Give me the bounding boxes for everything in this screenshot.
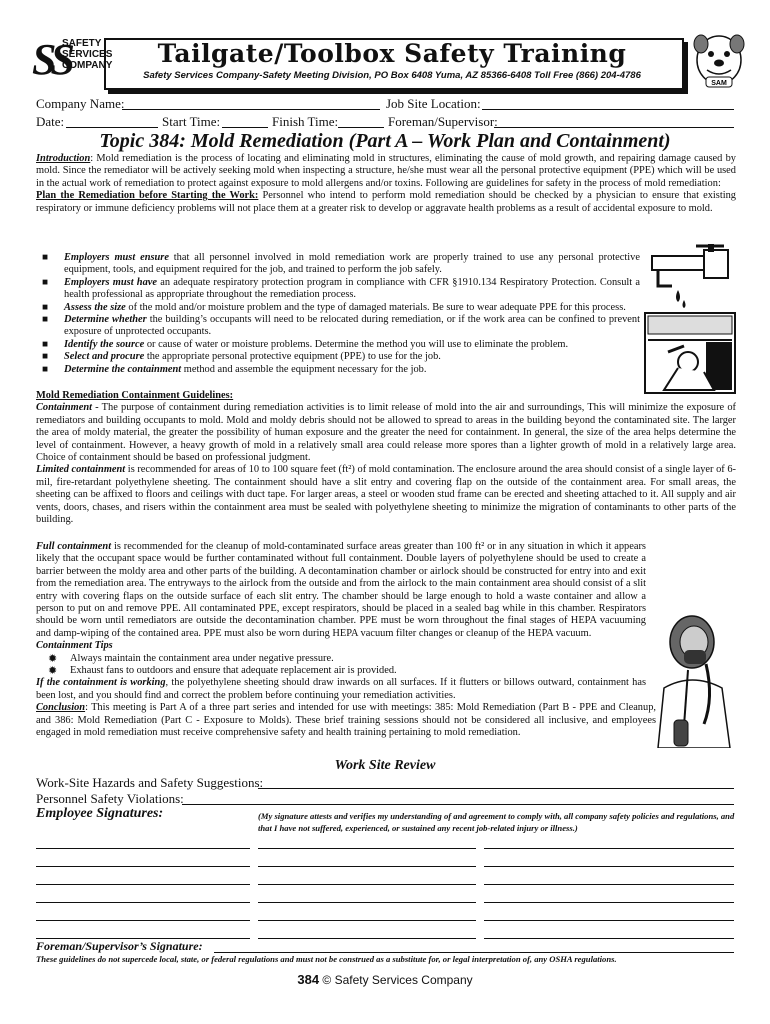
foreman-signature-field[interactable] — [214, 952, 734, 953]
list-item — [36, 364, 640, 376]
foreman-label: Foreman/Supervisor: — [388, 114, 498, 129]
employee-signatures-heading: Employee Signatures: — [36, 806, 164, 821]
bullet-lead: Determine whether — [64, 314, 147, 326]
full-containment-section — [36, 541, 656, 740]
list-item — [36, 277, 640, 302]
violations-label: Personnel Safety Violations: — [36, 791, 184, 806]
signature-line[interactable] — [36, 920, 250, 921]
hazards-label: Work-Site Hazards and Safety Suggestions: — [36, 775, 264, 790]
violations-field[interactable] — [182, 804, 734, 805]
limited-label: Limited containment — [36, 464, 126, 476]
full-text: is recommended for the cleanup of mold-contaminated surface areas greater than 100 ft² or in any situation in which it appears likely that the occupant space would be further contaminated without full containment. Double layers of polyethylene should be used to create a barrier between the moldy area and other parts of the building. A decontamination chamber or airlock should be constructed for entry into and exit from the remediation area. The entryways to the airlock from the outside and from the airlock to the main containment area should consist of a slit entry with covering flaps on the outside surface of each slit entry. The chamber should be large enough to hold a waste container and allow a person to put on and remove PPE. All contaminated PPE, except respirators, should be placed in a sealed bag while in this chamber. Respirators should be worn until remediators are outside the decontamination chamber. PPE must be worn throughout the final stages of HEPA vacuuming and damp-wiping of the contained area. PPE must also be worn during HEPA vacuum filter changes or cleanup of the HEPA vacuum. — [36, 541, 646, 639]
logo-letters: SS — [32, 35, 69, 84]
guidelines-heading: Mold Remediation Containment Guidelines: — [36, 390, 234, 401]
signature-line[interactable] — [484, 884, 734, 885]
bullet-lead: Determine the containment — [64, 363, 182, 375]
containment-label: Containment - — [36, 402, 99, 414]
containment-text: The purpose of containment during remediation activities is to limit release of mold into the air and surroundings, This will minimize the exposure of remediators and building occupants to mold. Mold and moldy debris should not be allowed to spread to areas in the building beyond the contaminated site. The larger the area of moldy material, the greater the possibility of human exposure and the greater the need for containment. In general, the size of the area helps determine the level of containment. However, a heavy growth of mold in a relatively small area could release more spores than a lighter growth of mold in a relatively large area. Choice of containment should be based on professional judgment. — [36, 402, 736, 464]
list-item: ✹ Always maintain the containment area under negative pressure. — [36, 653, 646, 665]
signature-line[interactable] — [258, 848, 476, 849]
disclaimer: These guidelines do not supercede local, state, or federal regulations and must not be construed as a substitute for, or legal interpretation of, any OSHA regulations. — [36, 954, 617, 964]
foreman-signature-label: Foreman/Supervisor’s Signature: — [36, 939, 203, 953]
plan-bullets — [36, 252, 640, 376]
bullet-text: the appropriate personal protective equipment (PPE) to use for the job. — [144, 351, 441, 363]
conclusion-label: Conclusion — [36, 702, 86, 714]
bullet-text: that all personnel involved in mold remediation work are properly trained to use any personal protective equipment, tools, and equipment required for the job, and trained to perform the job safely. — [64, 252, 640, 276]
bullet-lead: Identify the source — [64, 338, 145, 350]
faucet-icon — [648, 242, 734, 310]
intro-section — [36, 153, 736, 215]
plan-text: Personnel who intend to perform mold remediation should be checked by a physician to ensure that existing respiratory or immune deficiency problems will not place them at a greater risk to develop or aggravate health problems as a result of accidental exposure to mold. — [36, 190, 736, 214]
copyright-text: © Safety Services Company — [319, 973, 473, 987]
bullet-text: an adequate respiratory protection program in compliance with CFR §1910.134 Respiratory Protection. Consult a health professional as appropriate throughout the remediation process. — [64, 276, 640, 301]
mascot-label: SAM — [711, 80, 727, 87]
full-label: Full containment — [36, 541, 112, 552]
bullet-lead: Select and procure — [64, 351, 145, 363]
signature-line[interactable] — [484, 848, 734, 849]
list-item — [36, 252, 640, 277]
bullet-text: method and assemble the equipment necessary for the job. — [181, 363, 427, 375]
bullet-text: the building’s occupants will need to be relocated during remediation, or if the work area can be confined to prevent exposure of unprotected occupants. — [64, 314, 640, 338]
start-time-field[interactable] — [222, 127, 268, 128]
conclusion-text: : This meeting is Part A of a three part series and intended for use with meetings: 385: Mold Remediation (Part B - PPE and Cleanup, and 386: Mold Remediation (Part C - Exposure to Molds). These brief training sessions should not be considered all inclusive, and employees engaged in mold remediation must receive comprehensive safety and health training pertaining to mold remediation. — [36, 702, 656, 739]
signature-line[interactable] — [258, 884, 476, 885]
finish-time-label: Finish Time: — [272, 114, 339, 129]
list-item — [36, 314, 640, 339]
signature-line[interactable] — [484, 920, 734, 921]
topic-number: 384 — [297, 972, 320, 987]
page-title: Tailgate/Toolbox Safety Training — [157, 39, 627, 68]
guidelines-section — [36, 390, 736, 526]
list-item — [36, 351, 640, 363]
start-time-label: Start Time: — [162, 114, 221, 129]
signature-note: (My signature attests and verifies my understanding of and agreement to comply with, all company safety policies and regulations, and that I have not suffered, experienced, or sustained any recent job-related injury or illness.) — [258, 811, 735, 833]
logo-line: SERVICES — [62, 49, 113, 60]
plan-label: Plan the Remediation before Starting the Work: — [36, 190, 259, 202]
working-label: If the containment is working — [36, 677, 166, 689]
signature-line[interactable] — [484, 902, 734, 903]
date-label: Date: — [36, 114, 65, 129]
signature-line[interactable] — [258, 866, 476, 867]
signature-line[interactable] — [258, 902, 476, 903]
signature-line[interactable] — [258, 938, 476, 939]
signature-line[interactable] — [36, 884, 250, 885]
finish-time-field[interactable] — [338, 127, 384, 128]
bullet-lead: Employers must ensure — [64, 252, 169, 263]
signature-line[interactable] — [36, 902, 250, 903]
topic-heading: Topic 384: Mold Remediation (Part A – Work Plan and Containment) — [99, 130, 671, 152]
signature-line[interactable] — [484, 866, 734, 867]
page-footer — [0, 972, 770, 987]
intro-text: : Mold remediation is the process of locating and eliminating mold in structures, eliminating the cause of mold growth, and repairing damage caused by mold. Since the remediator will be actively seeking mold when inspecting a structure, he/she must wear all the personal protective equipment (PPE) which will be used in the actual work of remediation to protect against exposure to mold allergens and/or toxins. Following are guidelines for safety in the process of mold remediation: — [36, 153, 736, 189]
job-site-label: Job Site Location: — [386, 96, 481, 111]
bullet-text: of the mold and/or moisture problem and the type of damaged materials. Be sure to wear adequate PPE for this process. — [125, 301, 626, 313]
bullet-text: or cause of water or moisture problems. Determine the method you will use to eliminate the problem. — [144, 338, 569, 350]
bulldog-mascot-icon — [688, 30, 750, 92]
signature-line[interactable] — [484, 938, 734, 939]
signature-line[interactable] — [36, 848, 250, 849]
company-address: Safety Services Company-Safety Meeting Division, PO Box 6408 Yuma, AZ 85366-6408 Toll Free (866) 204-4786 — [143, 70, 641, 81]
logo-line: COMPANY — [62, 60, 113, 71]
review-heading: Work Site Review — [334, 758, 436, 773]
worker-illustration-icon — [644, 312, 736, 394]
respirator-worker-icon — [648, 608, 738, 748]
tips-label: Containment Tips — [36, 640, 113, 652]
logo-line: SAFETY — [62, 38, 102, 49]
list-item — [36, 339, 640, 351]
bullet-lead: Employers must have — [64, 276, 158, 288]
job-site-field[interactable] — [482, 109, 734, 110]
intro-label: Introduction — [36, 153, 91, 164]
signature-line[interactable] — [258, 920, 476, 921]
foreman-field[interactable] — [494, 127, 734, 128]
signature-line[interactable] — [36, 866, 250, 867]
date-field[interactable] — [66, 127, 158, 128]
hazards-field[interactable] — [258, 788, 734, 789]
company-name-field[interactable] — [122, 109, 380, 110]
list-item — [36, 302, 704, 314]
working-text: , the polyethylene sheeting should draw inwards on all surfaces. If it flutters or billows outward, containment has been lost, and you should find and correct the problem before continuing your remediation activities. — [36, 677, 646, 701]
list-item: ✹ Exhaust fans to outdoors and ensure that adequate replacement air is provided. — [36, 665, 646, 677]
company-name-label: Company Name: — [36, 96, 125, 111]
bullet-lead: Assess the size — [64, 301, 126, 313]
limited-text: is recommended for areas of 10 to 100 square feet (ft²) of mold contamination. The enclosure around the area should consist of a single layer of 6-mil, fire-retardant polyethylene sheeting. The containment should have a slit entry and covering flap on the outside of the containment area. For small areas, the sheeting can be affixed to floors and ceilings with duct tape. For larger areas, a steel or wooden stud frame can be erected and sheeting attached to it. All supply and air vents, doors, chases, and risers within the containment area must be sealed with polyethylene sheeting to minimize the migration of contaminants to other parts of the building. — [36, 464, 736, 526]
